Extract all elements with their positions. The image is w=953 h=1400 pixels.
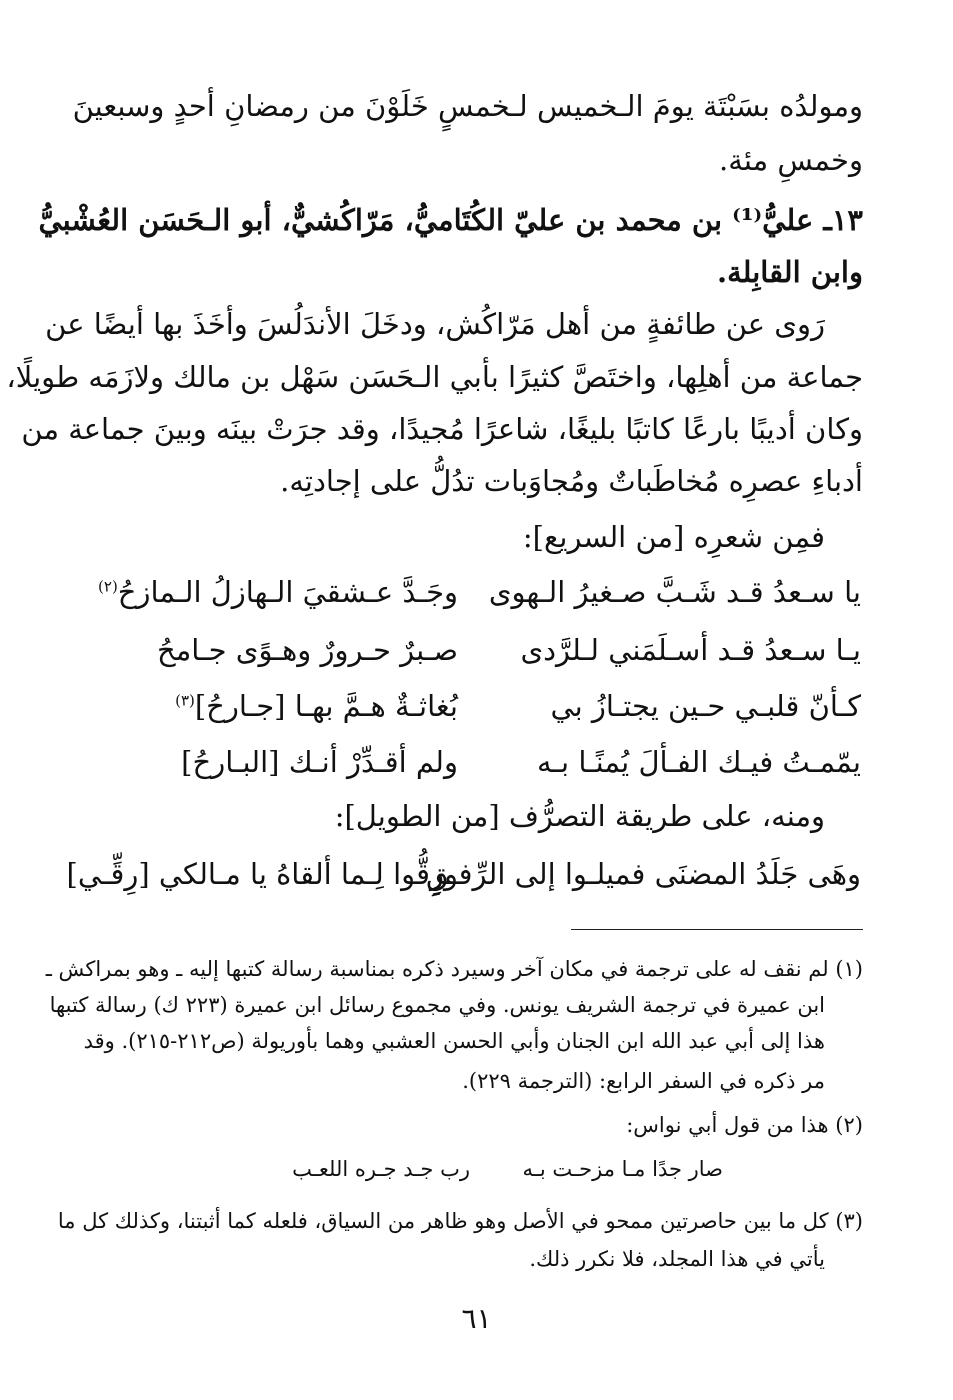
body-line: جماعة من أهلِها، واختَصَّ كثيرًا بأبي الـحَسَن سَهْل بن مالك ولازَمَه طويلًا، xyxy=(6,360,863,394)
body-line: وخمسِ مئة. xyxy=(719,143,863,177)
footnote-line: ابن عميرة في ترجمة الشريف يونس. وفي مجموع رسائل ابن عميرة (٢٢٣ ك) رسالة كتبها xyxy=(49,993,825,1017)
footnote-line: (٣) كل ما بين حاصرتين ممحو في الأصل وهو ظاهر من السياق، فلعله كما أثبتنا، وكذلك كل ما xyxy=(57,1209,863,1233)
verse-line xyxy=(128,740,861,784)
verse-hemistich: ورِقُّوا لِـما ألقاهُ يا مـالكي [رِقِّـي] xyxy=(66,857,458,891)
body-line: رَوى عن طائفةٍ من أهل مَرّاكُش، ودخَلَ الأندَلُسَ وأخَذَ بها أيضًا عن xyxy=(45,307,825,341)
verse-line xyxy=(128,684,861,728)
verse-hemistich: كـأنّ قلبـي حـين يجتـازُ بي xyxy=(550,689,861,723)
footnote-line: يأتي في هذا المجلد، فلا نكرر ذلك. xyxy=(529,1247,825,1271)
verse-line xyxy=(66,852,861,896)
verse-hemistich: يمّمـتُ فيـك الفـألَ يُمنًـا بـه xyxy=(537,745,861,779)
verse-line xyxy=(98,570,861,614)
footnote-divider xyxy=(571,929,863,930)
entry-heading: وابن القابِلة. xyxy=(716,255,863,289)
footnote-marker: (٢) xyxy=(98,577,118,596)
verse-hemistich: وجَـدَّ عـشقيَ الـهازلُ الـمازحُ$^{(٢)}$ xyxy=(98,575,458,609)
verse-hemistich: صـبرٌ حـرورٌ وهـوًى جـامحُ xyxy=(157,633,458,667)
footnote-line: (٢) هذا من قول أبي نواس: xyxy=(626,1113,863,1137)
body-line: أدباءِ عصرِه مُخاطَباتٌ ومُجاوَبات تدُلُّ على إجادتِه. xyxy=(280,464,863,498)
body-line: وكان أديبًا بارعًا كاتبًا بليغًا، شاعرًا مُجيدًا، وقد جرَتْ بينَه وبينَ جماعة من xyxy=(21,412,863,446)
footnote-marker: (٣) xyxy=(175,691,195,710)
verse-hemistich: يـا سـعدُ قـد أسـلَمَني لـلرَّدى xyxy=(520,633,861,667)
verse-hemistich: وهَى جَلَدُ المضنَى فميلـوا إلى الرِّفـقِ xyxy=(425,857,861,891)
verse-line xyxy=(128,628,861,672)
footnote-verse-hemistich: صار جدًا مـا مزحـت بـه xyxy=(522,1157,723,1181)
footnote-line: (١) لم نقف له على ترجمة في مكان آخر وسيرد ذكره بمناسبة رسالة كتبها إليه ـ وهو بمراكش ـ xyxy=(45,957,863,981)
verse-hemistich: يا سـعدُ قـد شَـبَّ صـغيرُ الـهوى xyxy=(488,575,861,609)
entry-heading: ١٣ـ عليُّ⁽¹⁾ بن محمد بن عليّ الكُتَاميُّ، مَرّاكُشيٌّ، أبو الـحَسَن العُشْبيُّ xyxy=(38,203,863,237)
footnote-line: مر ذكره في السفر الرابع: (الترجمة ٢٢٩). xyxy=(462,1069,825,1093)
footnote-line: هذا إلى أبي عبد الله ابن الجنان وأبي الحسن العشبي وهما بأوريولة (ص٢١٢-٢١٥). وقد xyxy=(83,1029,825,1053)
verse-hemistich: ولم أقـدِّرْ أنـك [البـارحُ] xyxy=(181,745,458,779)
poem-intro: فمِن شعرِه [من السريع]: xyxy=(522,520,825,554)
body-line: ومولدُه بسَبْتَة يومَ الـخميس لـخمسٍ خَلَوْنَ من رمضانِ أحدٍ وسبعينَ xyxy=(72,89,863,123)
footnote-verse-hemistich: رب جـد جـره اللعـب xyxy=(292,1157,470,1181)
verse-hemistich: بُغاثـةٌ هـمَّ بهـا [جـارحُ]$^{(٣)}$ xyxy=(175,689,458,723)
page-number: ٦١ xyxy=(461,1302,492,1335)
poem-intro: ومنه، على طريقة التصرُّف [من الطويل]: xyxy=(334,799,825,833)
